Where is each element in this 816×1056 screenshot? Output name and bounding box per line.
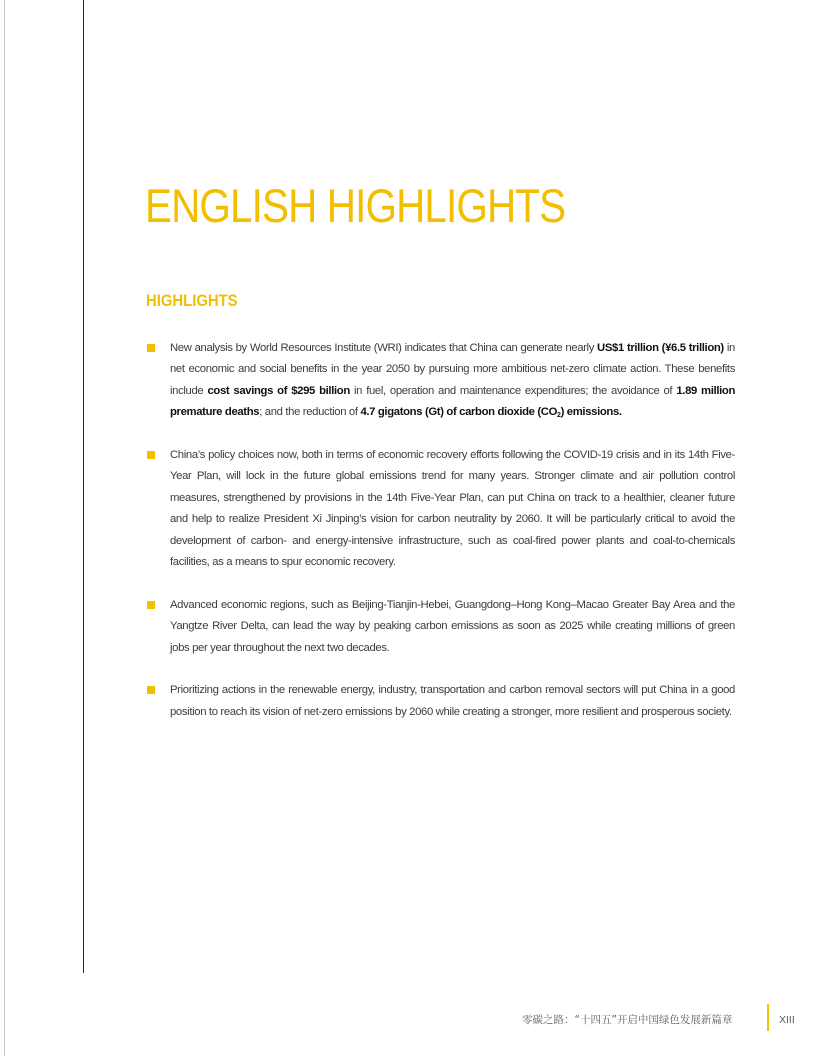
highlight-text: Prioritizing actions in the renewable energy, industry, transportation and carbon removal sectors will put China in a good position to reach its vision of net-zero emissions by 2060 while creating a stronger, more resilient and prosperous society. xyxy=(170,684,735,718)
margin-rule xyxy=(83,0,84,973)
page-edge-rule xyxy=(4,0,5,1056)
emissions-label: ) emissions. xyxy=(560,406,622,419)
highlight-item-3 xyxy=(147,595,735,659)
highlight-text: New analysis by World Resources Institute (WRI) indicates that China can generate nearly xyxy=(170,342,598,354)
highlight-text: in fuel, operation and maintenance expenditures; the avoidance of xyxy=(349,384,677,397)
highlight-emphasis: cost savings of $295 billion xyxy=(207,384,350,397)
highlight-text: in net economic and social benefits in the year 2050 by pursuing more ambitious net-zero climate action. These benefits include xyxy=(170,342,735,397)
square-bullet-icon xyxy=(147,686,155,694)
highlight-emphasis xyxy=(360,406,621,418)
highlight-emphasis: 1.89 million premature deaths xyxy=(170,384,735,419)
footer-divider xyxy=(767,1004,769,1031)
highlight-text: China’s policy choices now, both in terms of economic recovery efforts following the COVID-19 crisis and in its 14th Five-Year Plan, will lock in the future global emissions trend for many years. Stronger climate and air pollution control measures, strengthened by provisions in the 14th Five-Year Plan, can put China on track to a healthier, cleaner future and help to realize President Xi Jinping’s vision for carbon neutrality by 2060. It will be particularly critical to avoid the development of carbon- and energy-intensive infrastructure, such as coal-fired power plants and coal-to-chemicals facilities, as a means to spur economic recovery. xyxy=(170,449,735,569)
co2-subscript: 2 xyxy=(557,412,561,420)
co2-label: 4.7 gigatons (Gt) of carbon dioxide (CO xyxy=(360,406,558,419)
highlight-item-2 xyxy=(147,445,735,573)
highlights-list xyxy=(147,338,735,723)
highlight-emphasis: US$1 trillion (¥6.5 trillion) xyxy=(597,342,724,354)
highlight-text: ; and the reduction of xyxy=(259,406,361,419)
square-bullet-icon xyxy=(147,451,155,459)
highlight-text: Advanced economic regions, such as Beijing-Tianjin-Hebei, Guangdong–Hong Kong–Macao Greater Bay Area and the Yangtze River Delta, can lead the way by peaking carbon emissions as soon as 2025 while creating millions of green jobs per year throughout the next two decades. xyxy=(170,598,735,654)
highlight-item-1 xyxy=(147,338,735,424)
section-heading: HIGHLIGHTS xyxy=(146,292,238,310)
highlight-item-4 xyxy=(147,680,735,723)
page-title: ENGLISH HIGHLIGHTS xyxy=(145,179,566,232)
square-bullet-icon xyxy=(147,344,155,352)
square-bullet-icon xyxy=(147,601,155,609)
page-number: XIII xyxy=(779,1014,795,1026)
footer-report-title: 零碳之路：“十四五”开启中国绿色发展新篇章 xyxy=(522,1014,733,1026)
